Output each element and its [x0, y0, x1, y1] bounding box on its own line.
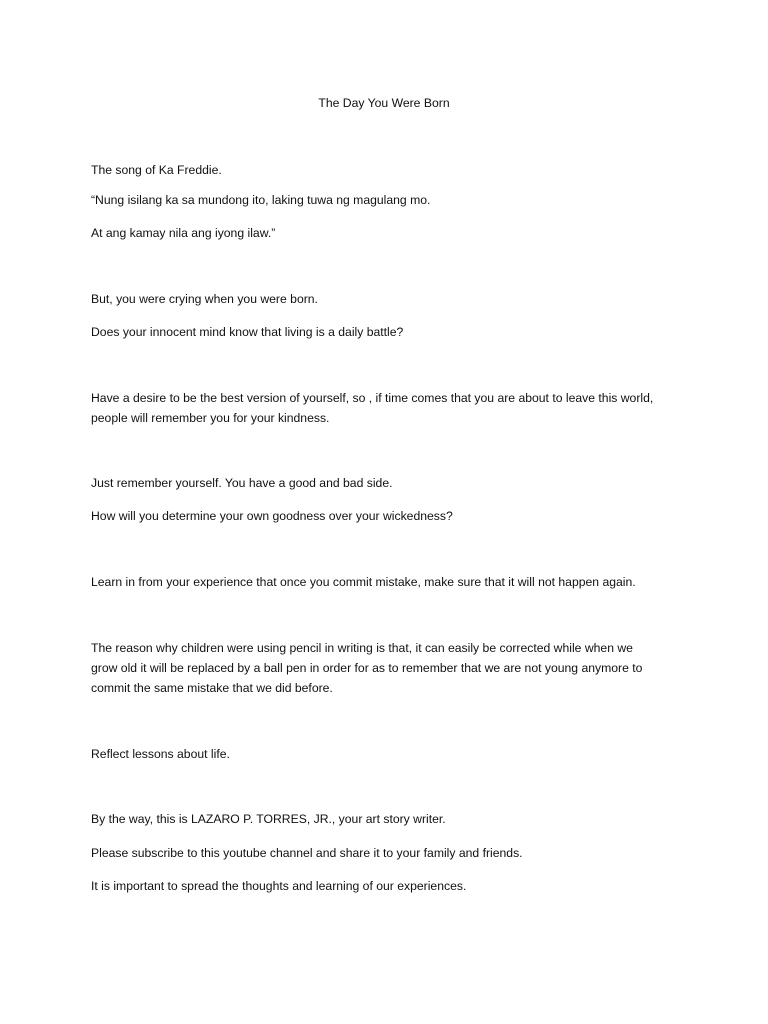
paragraph-pencil-line-2: grow old it will be replaced by a ball pen in order for as to remember that we are not young anymore to [91, 661, 643, 675]
paragraph-spread-thoughts: It is important to spread the thoughts and learning of our experiences. [91, 879, 467, 893]
paragraph-song-intro: The song of Ka Freddie. [91, 163, 222, 177]
paragraph-goodness: How will you determine your own goodness over your wickedness? [91, 509, 453, 523]
paragraph-crying: But, you were crying when you were born. [91, 292, 318, 306]
paragraph-learn: Learn in from your experience that once you commit mistake, make sure that it will not happen again. [91, 575, 636, 589]
document-title: The Day You Were Born [318, 96, 450, 110]
paragraph-lyric-line-1: “Nung isilang ka sa mundong ito, laking tuwa ng magulang mo. [91, 193, 431, 207]
paragraph-desire-line-1: Have a desire to be the best version of yourself, so , if time comes that you are about to leave this world, [91, 391, 654, 405]
paragraph-subscribe: Please subscribe to this youtube channel and share it to your family and friends. [91, 846, 523, 860]
paragraph-pencil-line-3: commit the same mistake that we did before. [91, 681, 333, 695]
paragraph-pencil-line-1: The reason why children were using pencil in writing is that, it can easily be corrected while when we [91, 641, 633, 655]
paragraph-desire-line-2: people will remember you for your kindness. [91, 411, 330, 425]
paragraph-reflect: Reflect lessons about life. [91, 747, 230, 761]
paragraph-daily-battle: Does your innocent mind know that living is a daily battle? [91, 325, 404, 339]
paragraph-author: By the way, this is LAZARO P. TORRES, JR., your art story writer. [91, 812, 446, 826]
paragraph-lyric-line-2: At ang kamay nila ang iyong ilaw.” [91, 226, 276, 240]
paragraph-remember: Just remember yourself. You have a good and bad side. [91, 476, 393, 490]
